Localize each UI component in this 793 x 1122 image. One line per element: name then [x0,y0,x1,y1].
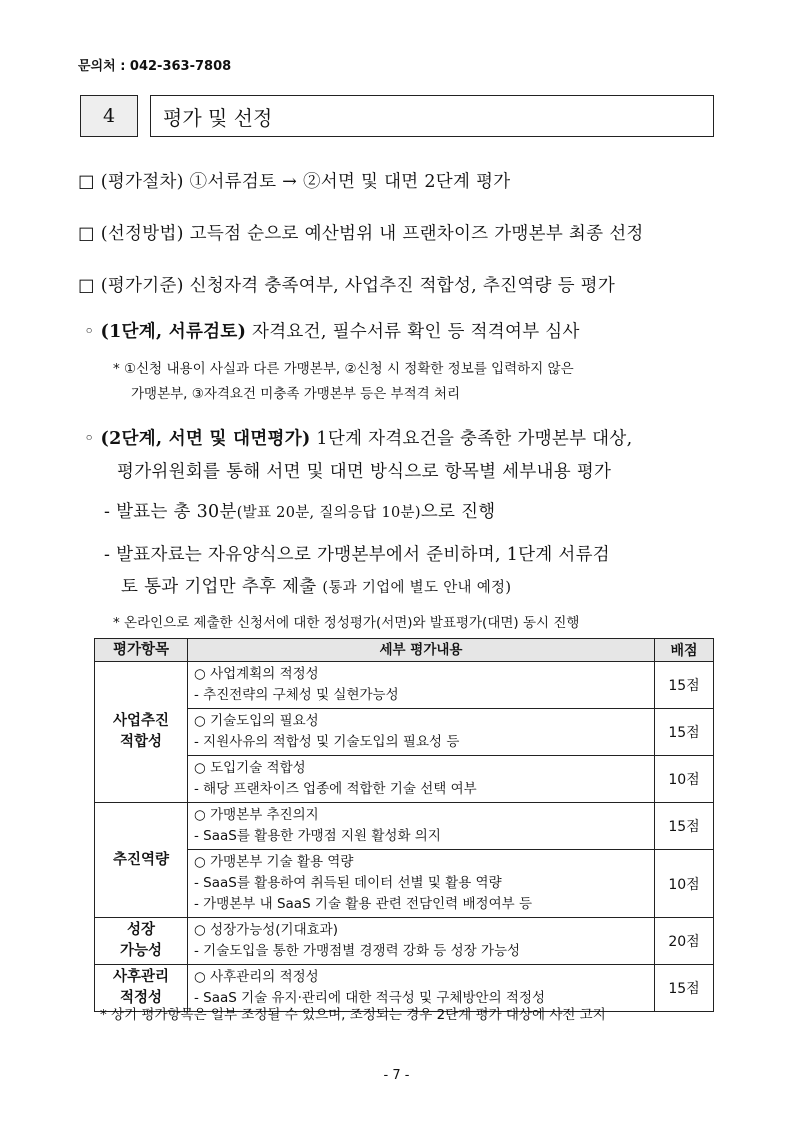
stage2-dash2-line1: - 발표자료는 자유양식으로 가맹본부에서 준비하며, 1단계 서류검 [104,545,611,565]
checkbox-square-icon: □ [78,224,95,244]
detail-line: - 지원사유의 적합성 및 기술도입의 필요성 등 [194,734,460,750]
checkbox-square-icon: □ [78,172,95,192]
table-row [95,756,714,803]
stage2-text: 1단계 자격요건을 충족한 가맹본부 대상, [310,429,633,449]
evaluation-table [94,638,714,1012]
item-selection-method-text: (선정방법) 고득점 순으로 예산범위 내 프랜차이즈 가맹본부 최종 선정 [100,224,644,244]
header-score: 배점 [655,639,714,662]
section-title-box [150,95,714,137]
dash2-main: 토 통과 기업만 추후 제출 [121,577,323,597]
detail-line: ○ 사후관리의 적정성 [194,969,319,985]
score-cell: 10점 [655,756,714,803]
bullet-icon: ◦ [84,322,95,342]
detail-line: ○ 도입기술 적합성 [194,760,306,776]
detail-line: - 가맹본부 내 SaaS 기술 활용 관련 전담인력 배정여부 등 [194,896,532,912]
detail-line: - 해당 프랜차이즈 업종에 적합한 기술 선택 여부 [194,781,477,797]
stage2-line2: 평가위원회를 통해 서면 및 대면 방식으로 항목별 세부내용 평가 [117,462,612,482]
section-title: 평가 및 선정 [163,105,273,130]
category-line: 가능성 [119,943,163,959]
detail-cell [188,756,655,803]
table-row [95,709,714,756]
detail-cell [188,850,655,918]
detail-line: - 추진전략의 구체성 및 실현가능성 [194,687,399,703]
header-category: 평가항목 [95,639,188,662]
score-cell: 15점 [655,662,714,709]
stage1-text: 자격요건, 필수서류 확인 등 적격여부 심사 [246,322,580,342]
detail-cell [188,918,655,965]
detail-line: ○ 성장가능성(기대효과) [194,922,338,938]
footnote: * 상기 평가항목은 일부 조정될 수 있으며, 조정되는 경우 2단계 평가 대상에 사전 고지 [100,1007,606,1023]
detail-line: ○ 가맹본부 추진의지 [194,807,319,823]
detail-line: - 기술도입을 통한 가맹점별 경쟁력 강화 등 성장 가능성 [194,943,521,959]
detail-line: - SaaS를 활용한 가맹점 지원 활성화 의지 [194,828,441,844]
section-number: 4 [102,105,116,127]
stage2-label: (2단계, 서면 및 대면평가) [100,429,311,449]
stage2-dash1 [104,498,496,523]
stage1-label: (1단계, 서류검토) [100,322,247,342]
section-number-box [80,95,138,137]
score-cell: 20점 [655,918,714,965]
item-criteria-text: (평가기준) 신청자격 충족여부, 사업추진 적합성, 추진역량 등 평가 [100,276,616,296]
table-row [95,662,714,709]
category-line: 성장 [126,922,155,938]
detail-line: ○ 사업계획의 적정성 [194,666,319,682]
detail-line: ○ 가맹본부 기술 활용 역량 [194,854,354,870]
table-row [95,918,714,965]
score-cell: 10점 [655,850,714,918]
dash1-main: - 발표는 총 30분 [104,502,237,522]
stage1-line [84,318,580,343]
contact-info: 문의처 : 042-363-7808 [78,59,232,74]
category-line: 적정성 [119,990,163,1006]
category-line: 사업추진 [112,713,170,729]
category-line: 적합성 [119,734,163,750]
detail-cell [188,803,655,850]
category-cell [95,662,188,803]
category-cell [95,803,188,918]
page-number: - 7 - [383,1068,410,1083]
item-selection-method [78,220,644,245]
dash1-detail: (발표 20분, 질의응답 10분) [236,505,421,521]
stage2-note: * 온라인으로 제출한 신청서에 대한 정성평가(서면)와 발표평가(대면) 동시 진행 [113,615,580,631]
category-line: 사후관리 [112,969,170,985]
category-cell [95,918,188,965]
score-cell: 15점 [655,709,714,756]
dash2-detail: (통과 기업에 별도 안내 예정) [322,580,512,596]
table-header-row [95,639,714,662]
stage1-note-line1: * ①신청 내용이 사실과 다른 가맹본부, ②신청 시 정확한 정보를 입력하지 않은 [113,361,574,377]
score-cell: 15점 [655,803,714,850]
stage2-dash2-line2 [121,573,511,598]
item-procedure-text: (평가절차) ①서류검토 → ②서면 및 대면 2단계 평가 [100,172,511,192]
category-line: 추진역량 [112,851,170,868]
checkbox-square-icon: □ [78,276,95,296]
item-criteria [78,272,615,297]
header-detail: 세부 평가내용 [188,639,655,662]
bullet-icon: ◦ [84,429,95,449]
table-row [95,803,714,850]
detail-cell [188,662,655,709]
detail-cell [188,709,655,756]
stage1-note-line2: 가맹본부, ③자격요건 미충족 가맹본부 등은 부적격 처리 [131,386,461,402]
table-row [95,850,714,918]
score-cell: 15점 [655,965,714,1012]
detail-line: - SaaS를 활용하여 취득된 데이터 선별 및 활용 역량 [194,875,502,891]
item-procedure [78,168,511,193]
detail-line: ○ 기술도입의 필요성 [194,713,319,729]
dash1-end: 으로 진행 [420,502,496,522]
stage2-line [84,425,632,450]
detail-line: - SaaS 기술 유지·관리에 대한 적극성 및 구체방안의 적정성 [194,990,546,1006]
